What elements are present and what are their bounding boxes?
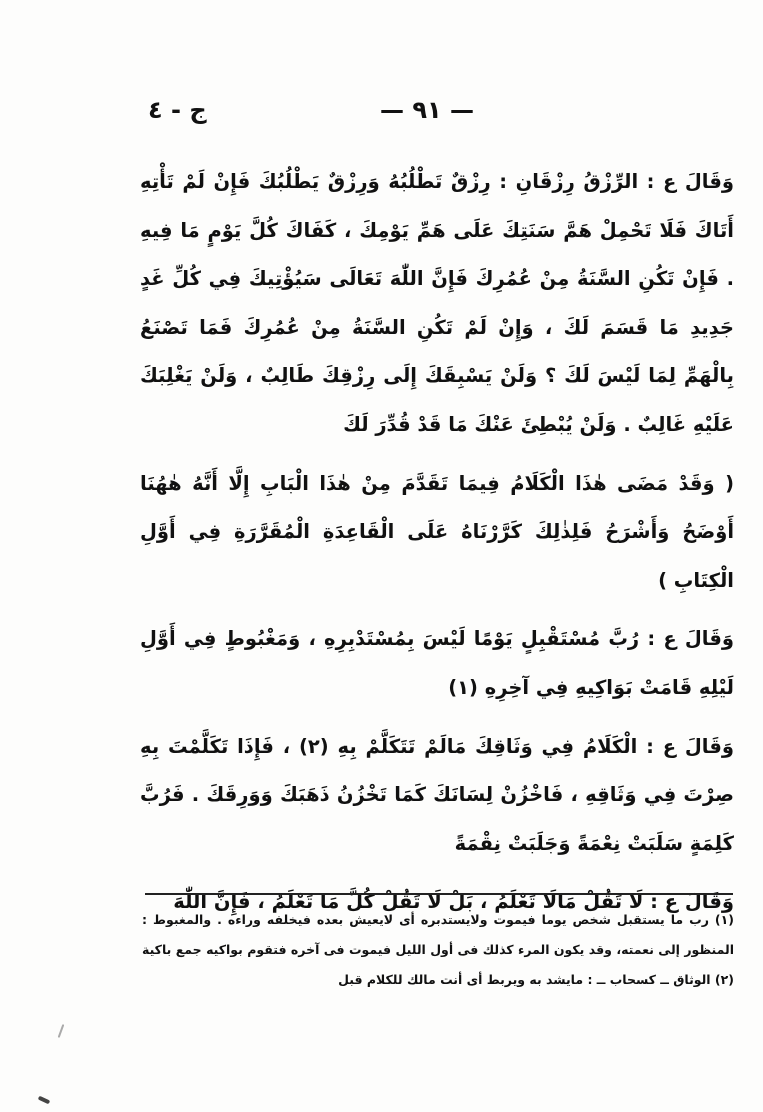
- scan-speck: [38, 1096, 51, 1105]
- page-number: — ٩١ —: [380, 96, 475, 124]
- volume-label: ج - ٤: [148, 96, 207, 124]
- paragraph-editor-note: ( وَقَدْ مَضَى هٰذَا الْكَلَامُ فِيمَا تَقَدَّمَ مِنْ هٰذَا الْبَابِ إِلَّا أَنَّهُ هٰهُنَا أَوْضَحُ وَأَشْرَحُ فَلِذٰلِكَ كَرَّرْنَاهُ عَلَى الْقَاعِدَةِ الْمُقَرَّرَةِ فِي أَوَّلِ الْكِتَابِ ): [140, 471, 734, 592]
- scan-speck: [58, 1024, 65, 1038]
- paragraph-mustaqbil: وَقَالَ ع : رُبَّ مُسْتَقْبِلٍ يَوْمًا لَيْسَ بِمُسْتَدْبِرِهِ ، وَمَغْبُوطٍ فِي أَوَّلِ لَيْلِهِ قَامَتْ بَوَاكِيهِ فِي آخِرِهِ (١): [140, 627, 734, 699]
- page-header: [140, 96, 730, 136]
- footnote-text: (١) رب ما يستقبل شخص يوما فيموت ولايستدبره أى لايعيش بعده فيخلفه وراءه . والمغبوط : المنظور إلى نعمته، وقد يكون المرء كذلك فى أول الليل فيموت فى آخره فتقوم بواكيه جمع باكية (٢) الوثاق ــ كسحاب ــ : مايشد به ويربط أى أنت مالك للكلام قبل: [142, 912, 734, 987]
- footnotes: [142, 905, 734, 995]
- paragraph-kalam: وَقَالَ ع : الْكَلَامُ فِي وَثَاقِكَ مَالَمْ تَتَكَلَّمْ بِهِ (٢) ، فَإِذَا تَكَلَّمْتَ بِهِ صِرْتَ فِي وَثَاقِهِ ، فَاخْزُنْ لِسَانَكَ كَمَا تَخْزُنُ ذَهَبَكَ وَوَرِقَكَ . فَرُبَّ كَلِمَةٍ سَلَبَتْ نِعْمَةً وَجَلَبَتْ نِقْمَةً: [140, 734, 734, 855]
- paragraph-rizq: وَقَالَ ع : الرِّزْقُ رِزْقَانِ : رِزْقٌ تَطْلُبُهُ وَرِزْقٌ يَطْلُبُكَ فَإِنْ لَمْ تَأْتِهِ أَتَاكَ فَلَا تَحْمِلْ هَمَّ سَنَتِكَ عَلَى هَمِّ يَوْمِكَ ، كَفَاكَ كُلَّ يَوْمٍ مَا فِيهِ . فَإِنْ تَكُنِ السَّنَةُ مِنْ عُمُرِكَ فَإِنَّ اللّٰهَ تَعَالَى سَيُؤْتِيكَ فِي كُلِّ غَدٍ جَدِيدِ مَا قَسَمَ لَكَ ، وَإِنْ لَمْ تَكُنِ السَّنَةُ مِنْ عُمُرِكَ فَمَا تَصْنَعُ بِالْهَمِّ لِمَا لَيْسَ لَكَ ؟ وَلَنْ يَسْبِقَكَ إِلَى رِزْقِكَ طَالِبٌ ، وَلَنْ يَغْلِبَكَ عَلَيْهِ غَالِبٌ . وَلَنْ يُبْطِئَ عَنْكَ مَا قَدْ قُدِّرَ لَكَ: [140, 170, 734, 436]
- paragraph-la-taqul: وَقَالَ ع : لَا تَقُلْ مَالَا تَعْلَمُ ، بَلْ لَا تَقُلْ كُلَّ مَا تَعْلَمُ ، فَإِنَّ اللّٰهَ: [173, 890, 734, 914]
- footnote-divider: [145, 893, 733, 895]
- main-text: [140, 158, 734, 927]
